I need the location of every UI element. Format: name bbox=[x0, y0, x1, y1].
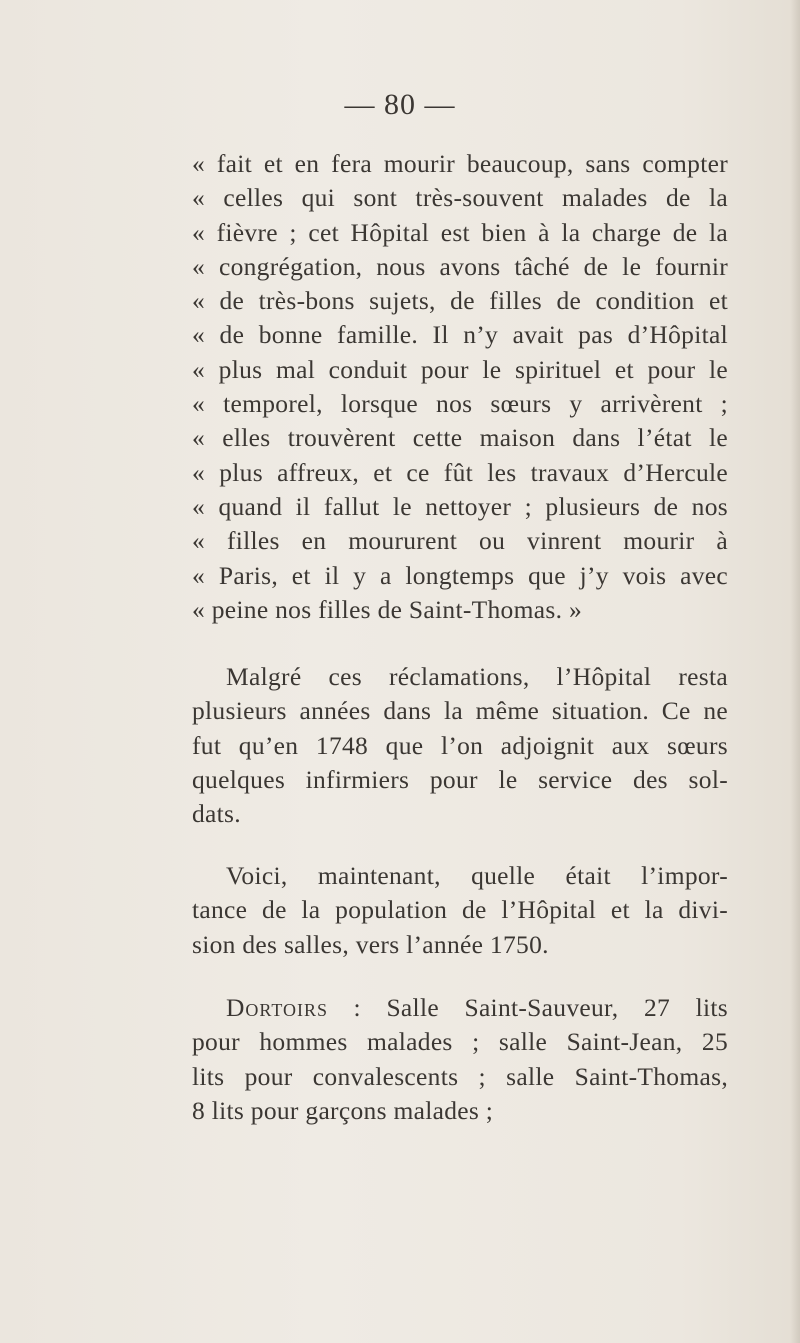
text-line: « fièvre ; cet Hôpital est bien à la charge de la bbox=[192, 217, 728, 247]
text-line: plusieurs années dans la même situation. Ce ne bbox=[192, 696, 728, 726]
text-line: « elles trouvèrent cette maison dans l’état le bbox=[192, 423, 728, 453]
text-line: Malgré ces réclamations, l’Hôpital resta bbox=[226, 662, 728, 691]
text-line: « de bonne famille. Il n’y avait pas d’Hôpital bbox=[192, 320, 728, 350]
text-line: tance de la population de l’Hôpital et la divi- bbox=[192, 895, 728, 925]
text-line: pour hommes malades ; salle Saint-Jean, 25 bbox=[192, 1027, 728, 1057]
paragraph-reclamations bbox=[192, 660, 728, 831]
text-line: lits pour convalescents ; salle Saint-Thomas, bbox=[192, 1061, 728, 1091]
text-line: Voici, maintenant, quelle était l’impor- bbox=[226, 861, 728, 890]
text-line: « plus mal conduit pour le spirituel et pour le bbox=[192, 354, 728, 384]
page-number: — 80 — bbox=[344, 88, 456, 121]
text-line: « de très-bons sujets, de filles de condition et bbox=[192, 286, 728, 316]
text-line: dats. bbox=[192, 799, 241, 829]
text-line: « filles en moururent ou vinrent mourir à bbox=[192, 526, 728, 556]
quoted-letter bbox=[192, 147, 728, 627]
section-label: Dortoirs bbox=[226, 993, 329, 1022]
text-fragment: : Salle Saint-Sauveur, 27 lits bbox=[328, 993, 728, 1022]
text-line: « fait et en fera mourir beaucoup, sans compter bbox=[192, 149, 728, 178]
text-line: sion des salles, vers l’année 1750. bbox=[192, 929, 549, 959]
paragraph-population bbox=[192, 859, 728, 962]
text-line: fut qu’en 1748 que l’on adjoignit aux sœurs bbox=[192, 730, 728, 760]
text-line: « temporel, lorsque nos sœurs y arrivèrent ; bbox=[192, 389, 728, 419]
text-line: 8 lits pour garçons malades ; bbox=[192, 1095, 494, 1125]
text-line: « plus affreux, et ce fût les travaux d’Hercule bbox=[192, 457, 728, 487]
text-line: « congrégation, nous avons tâché de le fournir bbox=[192, 251, 728, 281]
text-line: quelques infirmiers pour le service des sol- bbox=[192, 764, 728, 794]
text-line bbox=[192, 991, 728, 1025]
text-line: « peine nos filles de Saint-Thomas. » bbox=[192, 594, 582, 624]
paragraph-dortoirs bbox=[192, 991, 728, 1128]
text-line: « celles qui sont très-souvent malades de la bbox=[192, 183, 728, 213]
text-line: « quand il fallut le nettoyer ; plusieurs de nos bbox=[192, 491, 728, 521]
text-line: « Paris, et il y a longtemps que j’y vois avec bbox=[192, 560, 728, 590]
page-edge-shadow bbox=[790, 0, 800, 1343]
